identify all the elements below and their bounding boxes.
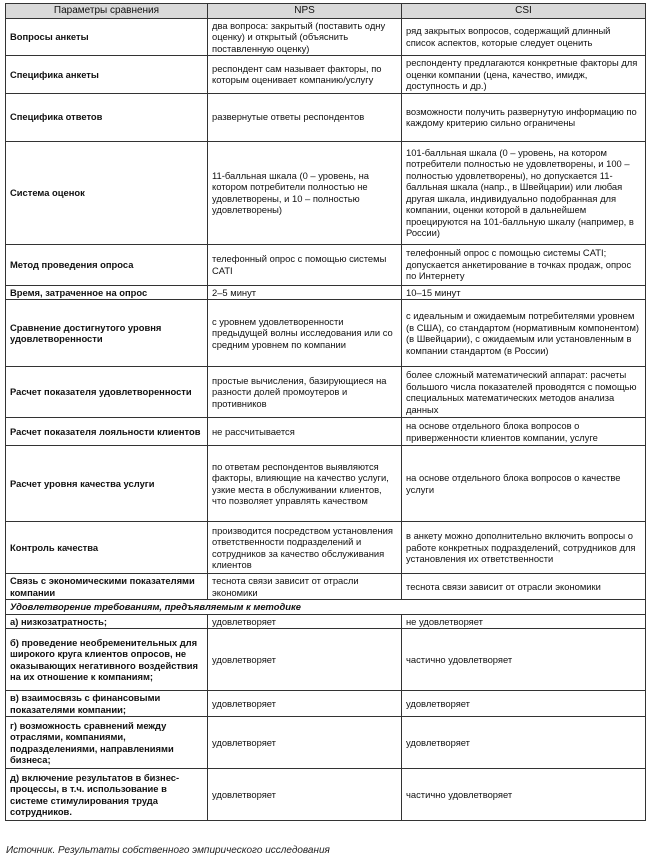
csi-cell: телефонный опрос с помощью системы CATI; допускается анкетирование в точках продаж, опрос по Интернету: [402, 244, 646, 285]
csi-cell: в анкету можно дополнительно включить вопросы о работе конкретных подразделений, сотрудников для установления их ответственности: [402, 522, 646, 574]
table-row: [6, 600, 646, 615]
row-label: Расчет уровня качества услуги: [6, 446, 208, 522]
table-row: [6, 629, 646, 691]
csi-cell: возможности получить развернутую информацию по каждому критерию сильно ограничены: [402, 93, 646, 141]
csi-cell: 101-балльная шкала (0 – уровень, на котором потребители полностью не удовлетворены, и 100 – полностью удовлетворены), но допускается 11-балльная шкала (напр., в Швейцарии) или любая другая шкала, индивидуально подобранная для компании, оценки которой в дальнейшем проецируются на 101-балльную шкалу (например, в России): [402, 141, 646, 244]
nps-cell: простые вычисления, базирующиеся на разности долей промоутеров и противников: [208, 367, 402, 418]
table-row: [6, 614, 646, 629]
csi-cell: на основе отдельного блока вопросов о качестве услуги: [402, 446, 646, 522]
row-label: в) взаимосвязь с финансовыми показателями компании;: [6, 691, 208, 717]
table-row: [6, 244, 646, 285]
table-row: [6, 769, 646, 821]
nps-cell: удовлетворяет: [208, 717, 402, 769]
table-body: [6, 18, 646, 821]
table-row: [6, 522, 646, 574]
csi-cell: частично удовлетворяет: [402, 769, 646, 821]
nps-cell: удовлетворяет: [208, 614, 402, 629]
table-row: [6, 141, 646, 244]
table-row: [6, 418, 646, 446]
nps-cell: производится посредством установления ответственности подразделений и сотрудников за качество обслуживания клиентов: [208, 522, 402, 574]
row-label: Метод проведения опроса: [6, 244, 208, 285]
csi-cell: с идеальным и ожидаемым потребителями уровнем (в США), со стандартом (нормативным компонентом) (в Швейцарии), с ожидаемым или установленным в компании стандартом (в России): [402, 300, 646, 367]
nps-cell: 2–5 минут: [208, 285, 402, 300]
nps-cell: два вопроса: закрытый (поставить одну оценку) и открытый (объяснить поставленную оценку): [208, 18, 402, 56]
row-label: Специфика анкеты: [6, 56, 208, 94]
nps-cell: по ответам респондентов выявляются факторы, влияющие на качество услуги, узкие места в обслуживании клиентов, что позволяет управлять качеством: [208, 446, 402, 522]
source-note: Источник. Результаты собственного эмпирического исследования: [6, 845, 330, 856]
table-row: [6, 446, 646, 522]
csi-cell: на основе отдельного блока вопросов о приверженности клиентов компании, услуге: [402, 418, 646, 446]
row-label: д) включение результатов в бизнес-процессы, в т.ч. использование в системе стимулирования труда сотрудников.: [6, 769, 208, 821]
csi-cell: удовлетворяет: [402, 691, 646, 717]
nps-cell: не рассчитывается: [208, 418, 402, 446]
row-label: б) проведение необременительных для широкого круга клиентов опросов, не оказывающих негативного воздействия на их отношение к компаниям;: [6, 629, 208, 691]
table-row: [6, 56, 646, 94]
section-heading: Удовлетворение требованиям, предъявляемым к методике: [6, 600, 646, 615]
header-nps: NPS: [208, 4, 402, 19]
csi-cell: более сложный математический аппарат: расчеты большого числа показателей проводятся с помощью специальных математических методов анализа данных: [402, 367, 646, 418]
comparison-table-wrapper: [5, 3, 645, 821]
nps-cell: удовлетворяет: [208, 769, 402, 821]
table-row: [6, 93, 646, 141]
row-label: Расчет показателя удовлетворенности: [6, 367, 208, 418]
row-label: Расчет показателя лояльности клиентов: [6, 418, 208, 446]
csi-cell: не удовлетворяет: [402, 614, 646, 629]
csi-cell: 10–15 минут: [402, 285, 646, 300]
table-row: [6, 574, 646, 600]
table-row: [6, 691, 646, 717]
row-label: Контроль качества: [6, 522, 208, 574]
table-header-row: [6, 4, 646, 19]
csi-cell: удовлетворяет: [402, 717, 646, 769]
table-row: [6, 300, 646, 367]
table-row: [6, 717, 646, 769]
row-label: Связь с экономическими показателями компании: [6, 574, 208, 600]
nps-cell: телефонный опрос с помощью системы CATI: [208, 244, 402, 285]
row-label: г) возможность сравнений между отраслями, компаниями, подразделениями, направлениями бизнеса;: [6, 717, 208, 769]
header-csi: CSI: [402, 4, 646, 19]
table-row: [6, 367, 646, 418]
comparison-table: [5, 3, 646, 821]
row-label: Специфика ответов: [6, 93, 208, 141]
nps-cell: респондент сам называет факторы, по которым оценивает компанию/услугу: [208, 56, 402, 94]
nps-cell: удовлетворяет: [208, 691, 402, 717]
nps-cell: с уровнем удовлетворенности предыдущей волны исследования или со средним уровнем по компании: [208, 300, 402, 367]
nps-cell: удовлетворяет: [208, 629, 402, 691]
csi-cell: теснота связи зависит от отрасли экономики: [402, 574, 646, 600]
row-label: Сравнение достигнутого уровня удовлетворенности: [6, 300, 208, 367]
nps-cell: развернутые ответы респондентов: [208, 93, 402, 141]
csi-cell: респонденту предлагаются конкретные факторы для оценки компании (цена, качество, имидж, доступность и др.): [402, 56, 646, 94]
row-label: а) низкозатратность;: [6, 614, 208, 629]
table-row: [6, 18, 646, 56]
nps-cell: 11-балльная шкала (0 – уровень, на котором потребители полностью не удовлетворены, и 10 – полностью удовлетворены): [208, 141, 402, 244]
table-row: [6, 285, 646, 300]
csi-cell: ряд закрытых вопросов, содержащий длинный список аспектов, которые следует оценить: [402, 18, 646, 56]
csi-cell: частично удовлетворяет: [402, 629, 646, 691]
row-label: Время, затраченное на опрос: [6, 285, 208, 300]
nps-cell: теснота связи зависит от отрасли экономики: [208, 574, 402, 600]
row-label: Вопросы анкеты: [6, 18, 208, 56]
row-label: Система оценок: [6, 141, 208, 244]
header-parameters: Параметры сравнения: [6, 4, 208, 19]
